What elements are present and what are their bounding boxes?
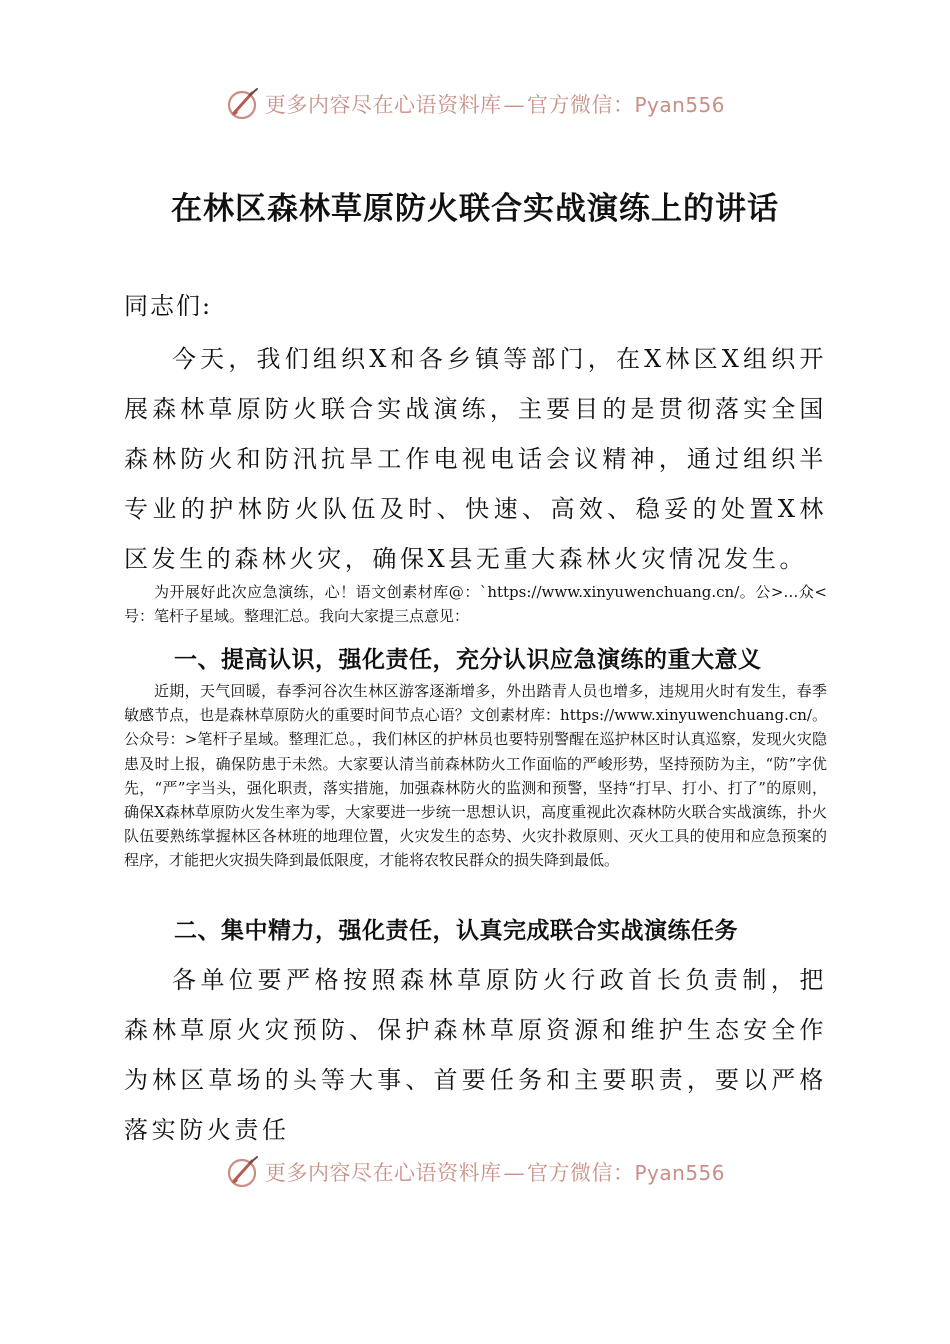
brush-logo-icon (225, 1154, 261, 1190)
header-watermark-banner (0, 84, 950, 124)
section-heading-2: 二、集中精力，强化责任，认真完成联合实战演练任务 (174, 918, 738, 944)
brush-logo-icon (225, 86, 261, 122)
footer-watermark-banner (0, 1152, 950, 1192)
document-title: 在林区森林草原防火联合实战演练上的讲话 (171, 191, 779, 227)
salutation: 同志们: (124, 292, 213, 320)
section-1-paragraph: 近期，天气回暖，春季河谷次生林区游客逐渐增多，外出踏青人员也增多，违规用火时有发生，春季敏感节点，也是森林草原防火的重要时间节点心语？文创素材库：https://www.xinyuwenchuang.cn/。公众号：>笔杆子星域。整理汇总。，我们林区的护林员也要特别警醒在巡护林区时认真巡察，发现火灾隐患及时上报，确保防患于未然。大家要认清当前森林防火工作面临的严峻形势，坚持预防为主，“防”字优先，“严”字当头，强化职责，落实措施，加强森林防火的监测和预警，坚持“打早、打小、打了”的原则，确保X森林草原防火发生率为零，大家要进一步统一思想认识，高度重视此次森林防火联合实战演练，扑火队伍要熟练掌握林区各林班的地理位置，火灾发生的态势、火灾扑救原则、灭火工具的使用和应急预案的程序，才能把火灾损失降到最低限度，才能将农牧民群众的损失降到最低。 (124, 682, 827, 870)
transition-paragraph: 为开展好此次应急演练，心！语文创素材库@：`https://www.xinyuwenchuang.cn/。公>…众<号：笔杆子星域。整理汇总。我向大家提三点意见： (124, 583, 827, 626)
banner-text: 更多内容尽在心语资料库—官方微信：Pyan556 (264, 1161, 725, 1185)
intro-paragraph: 今天，我们组织X和各乡镇等部门，在X林区X组织开展森林草原防火联合实战演练，主要目的是贯彻落实全国森林防火和防汛抗旱工作电视电话会议精神，通过组织半专业的护林防火队伍及时、快速、高效、稳妥的处置X林区发生的森林火灾，确保X县无重大森林火灾情况发生。 (124, 345, 827, 573)
section-2-paragraph: 各单位要严格按照森林草原防火行政首长负责制，把森林草原火灾预防、保护森林草原资源和维护生态安全作为林区草场的头等大事、首要任务和主要职责，要以严格落实防火责任 (124, 966, 827, 1144)
section-heading-1: 一、提高认识，强化责任，充分认识应急演练的重大意义 (174, 647, 762, 673)
banner-text: 更多内容尽在心语资料库—官方微信：Pyan556 (264, 93, 725, 117)
